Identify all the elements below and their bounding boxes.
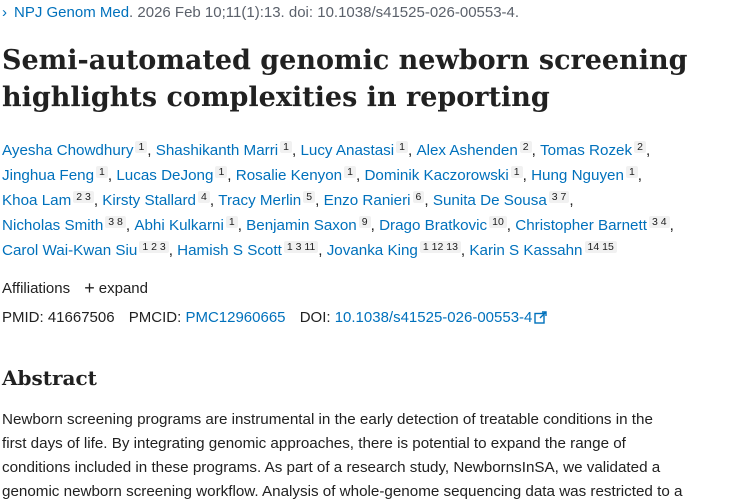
author-link[interactable]: Hung Nguyen xyxy=(531,167,624,184)
authors-list xyxy=(2,138,747,263)
author-item xyxy=(156,142,301,159)
author-link[interactable]: Abhi Kulkarni xyxy=(134,217,224,234)
author-link[interactable]: Alex Ashenden xyxy=(416,142,518,159)
title-line: highlights complexities in reporting xyxy=(2,82,550,113)
abstract-heading: Abstract xyxy=(2,366,97,390)
author-link[interactable]: Tracy Merlin xyxy=(218,192,302,209)
affiliation-number-badge[interactable]: 1 xyxy=(96,166,108,178)
affiliation-number-badge[interactable]: 1 xyxy=(344,166,356,178)
abstract-line: conditions included in these programs. As part of a research study, NewbornsInSA, we validated a xyxy=(2,459,661,476)
affiliations-label: Affiliations xyxy=(2,280,71,297)
affiliations-row xyxy=(2,280,148,297)
author-separator: , xyxy=(637,167,643,184)
article-title xyxy=(2,42,747,116)
author-item xyxy=(2,192,102,209)
author-separator: , xyxy=(147,142,156,159)
abstract-text xyxy=(2,408,747,504)
author-link[interactable]: Karin S Kassahn xyxy=(469,242,583,259)
chevron-right-icon[interactable]: › xyxy=(2,4,7,21)
author-link[interactable]: Sunita De Sousa xyxy=(432,192,547,209)
author-link[interactable]: Jinghua Feng xyxy=(2,167,95,184)
author-item xyxy=(2,217,134,234)
author-link[interactable]: Lucas DeJong xyxy=(116,167,214,184)
affiliation-number-badge[interactable]: 2 xyxy=(634,141,646,153)
affiliation-number-badge[interactable]: 4 xyxy=(198,191,210,203)
citation-details: . 2026 Feb 10;11(1):13. doi: 10.1038/s41525-026-00553-4. xyxy=(129,4,520,21)
doi-value: 10.1038/s41525-026-00553-4 xyxy=(334,309,533,326)
author-item xyxy=(327,242,470,259)
affiliation-number-badge[interactable]: 1 xyxy=(215,166,227,178)
author-item xyxy=(236,167,365,184)
author-separator: , xyxy=(506,217,516,234)
author-link[interactable]: Khoa Lam xyxy=(2,192,72,209)
author-item xyxy=(134,217,246,234)
author-item xyxy=(469,242,616,259)
affiliation-number-badge[interactable]: 2 3 xyxy=(73,191,94,203)
author-link[interactable]: Kirsty Stallard xyxy=(102,192,196,209)
affiliation-number-badge[interactable]: 1 xyxy=(396,141,408,153)
author-item xyxy=(364,167,531,184)
author-link[interactable]: Tomas Rozek xyxy=(540,142,633,159)
expand-label: expand xyxy=(98,280,148,297)
author-item xyxy=(540,142,650,159)
author-separator: , xyxy=(209,192,219,209)
author-separator: , xyxy=(424,192,433,209)
affiliation-number-badge[interactable]: 3 4 xyxy=(649,216,670,228)
pmcid-label: PMCID: xyxy=(128,309,182,326)
author-separator: , xyxy=(531,142,541,159)
author-separator: , xyxy=(355,167,365,184)
author-link[interactable]: Rosalie Kenyon xyxy=(235,167,343,184)
author-item xyxy=(416,142,540,159)
affiliation-number-badge[interactable]: 1 3 11 xyxy=(284,241,318,253)
author-item xyxy=(515,217,674,234)
author-item xyxy=(177,242,327,259)
author-separator: , xyxy=(227,167,236,184)
author-separator: , xyxy=(168,242,178,259)
expand-affiliations-button[interactable] xyxy=(84,280,148,297)
author-link[interactable]: Benjamin Saxon xyxy=(246,217,357,234)
author-item xyxy=(218,192,323,209)
identifiers-row xyxy=(2,309,547,326)
author-separator: , xyxy=(645,142,651,159)
abstract-line: Newborn screening programs are instrumental in the early detection of treatable conditions in the xyxy=(2,411,653,428)
affiliation-number-badge[interactable]: 10 xyxy=(489,216,507,228)
author-item xyxy=(324,192,433,209)
author-link[interactable]: Drago Bratkovic xyxy=(379,217,488,234)
affiliation-number-badge[interactable]: 1 2 3 xyxy=(139,241,168,253)
abstract-line: genomic newborn screening workflow. Analysis of whole-genome sequencing data was restricted to a xyxy=(2,483,683,500)
author-separator: , xyxy=(315,192,324,209)
citation-line xyxy=(2,4,519,21)
author-separator: , xyxy=(669,217,674,234)
author-separator: , xyxy=(93,192,103,209)
author-separator: , xyxy=(318,242,327,259)
author-separator: , xyxy=(237,217,247,234)
abstract-line: first days of life. By integrating genomic approaches, there is potential to expand the range of xyxy=(2,435,626,452)
author-item xyxy=(379,217,515,234)
author-separator: , xyxy=(522,167,532,184)
affiliation-number-badge[interactable]: 9 xyxy=(359,216,371,228)
author-link[interactable]: Shashikanth Marri xyxy=(155,142,279,159)
pmid-value: 41667506 xyxy=(47,309,115,326)
affiliation-number-badge[interactable]: 5 xyxy=(303,191,315,203)
author-link[interactable]: Christopher Barnett xyxy=(515,217,647,234)
journal-link[interactable]: NPJ Genom Med xyxy=(14,4,130,21)
author-item xyxy=(116,167,235,184)
author-separator: , xyxy=(291,142,301,159)
author-separator: , xyxy=(125,217,135,234)
author-link[interactable]: Enzo Ranieri xyxy=(323,192,411,209)
affiliation-number-badge[interactable]: 6 xyxy=(413,191,425,203)
author-separator: , xyxy=(569,192,574,209)
affiliation-number-badge[interactable]: 2 xyxy=(520,141,532,153)
pmid-label: PMID: xyxy=(2,309,44,326)
author-link[interactable]: Carol Wai-Kwan Siu xyxy=(2,242,138,259)
author-separator: , xyxy=(460,242,470,259)
author-link[interactable]: Nicholas Smith xyxy=(2,217,104,234)
affiliation-number-badge[interactable]: 14 15 xyxy=(585,241,617,253)
author-item xyxy=(102,192,218,209)
author-link[interactable]: Dominik Kaczorowski xyxy=(364,167,509,184)
affiliation-number-badge[interactable]: 1 xyxy=(626,166,638,178)
author-link[interactable]: Ayesha Chowdhury xyxy=(2,142,134,159)
affiliation-number-badge[interactable]: 1 12 13 xyxy=(420,241,461,253)
author-separator: , xyxy=(370,217,380,234)
affiliation-number-badge[interactable]: 3 8 xyxy=(105,216,126,228)
author-link[interactable]: Lucy Anastasi xyxy=(300,142,395,159)
author-item xyxy=(433,192,574,209)
affiliation-number-badge[interactable]: 1 xyxy=(135,141,147,153)
plus-icon: + xyxy=(84,278,95,298)
author-link[interactable]: Hamish S Scott xyxy=(177,242,282,259)
author-item xyxy=(2,242,177,259)
author-item xyxy=(2,142,156,159)
affiliation-number-badge[interactable]: 3 7 xyxy=(549,191,570,203)
affiliation-number-badge[interactable]: 1 xyxy=(280,141,292,153)
title-line: Semi-automated genomic newborn screening xyxy=(2,45,688,76)
author-item xyxy=(2,167,116,184)
author-link[interactable]: Jovanka King xyxy=(326,242,418,259)
author-item xyxy=(300,142,416,159)
pmcid-link[interactable]: PMC12960665 xyxy=(185,309,286,326)
author-separator: , xyxy=(107,167,117,184)
affiliation-number-badge[interactable]: 1 xyxy=(226,216,238,228)
author-item xyxy=(246,217,379,234)
doi-link[interactable] xyxy=(335,309,548,326)
affiliation-number-badge[interactable]: 1 xyxy=(511,166,523,178)
doi-label: DOI: xyxy=(299,309,331,326)
external-link-icon xyxy=(534,311,547,324)
author-separator: , xyxy=(408,142,417,159)
author-item xyxy=(531,167,642,184)
